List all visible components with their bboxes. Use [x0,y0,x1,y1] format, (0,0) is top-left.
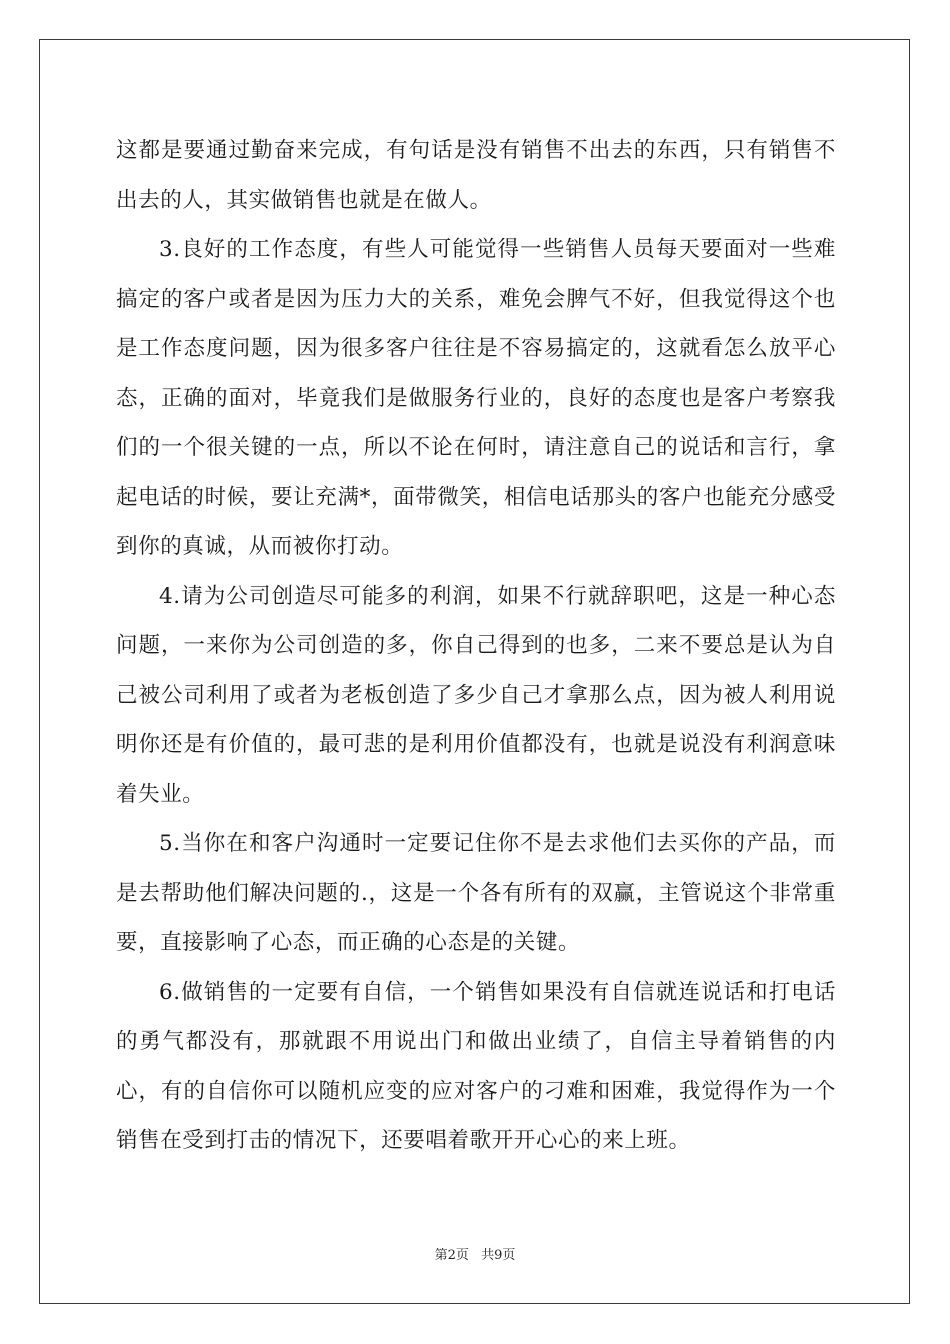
paragraph-item-4: 4.请为公司创造尽可能多的利润，如果不行就辞职吧，这是一种心态问题，一来你为公司创造的多，你自己得到的也多，二来不要总是认为自己被公司利用了或者为老板创造了多少自己才拿那么点，因为被人利用说明你还是有价值的，最可悲的是利用价值都没有，也就是说没有利润意味着失业。 [116,583,836,807]
document-body [116,126,836,1166]
paragraph-item-3: 3.良好的工作态度，有些人可能觉得一些销售人员每天要面对一些难搞定的客户或者是因为压力大的关系，难免会脾气不好，但我觉得这个也是工作态度问题，因为很多客户往往是不容易搞定的，这就看怎么放平心态，正确的面对，毕竟我们是做服务行业的，良好的态度也是客户考察我们的一个很关键的一点，所以不论在何时，请注意自己的说话和言行，拿起电话的时候，要让充满*，面带微笑，相信电话那头的客户也能充分感受到你的真诚，从而被你打动。 [116,237,836,559]
paragraph-item-5: 5.当你在和客户沟通时一定要记住你不是去求他们去买你的产品，而是去帮助他们解决问题的.，这是一个各有所有的双赢，主管说这个非常重要，直接影响了心态，而正确的心态是的关键。 [116,831,836,955]
page-number: 第2页 [434,1248,469,1263]
page-total: 共9页 [481,1248,516,1263]
paragraph-continuation: 这都是要通过勤奋来完成，有句话是没有销售不出去的东西，只有销售不出去的人，其实做销售也就是在做人。 [116,138,836,213]
page-footer [0,1247,950,1265]
paragraph-item-6: 6.做销售的一定要有自信，一个销售如果没有自信就连说话和打电话的勇气都没有，那就跟不用说出门和做出业绩了，自信主导着销售的内心，有的自信你可以随机应变的应对客户的刁难和困难，我觉得作为一个销售在受到打击的情况下，还要唱着歌开开心心的来上班。 [116,979,836,1153]
